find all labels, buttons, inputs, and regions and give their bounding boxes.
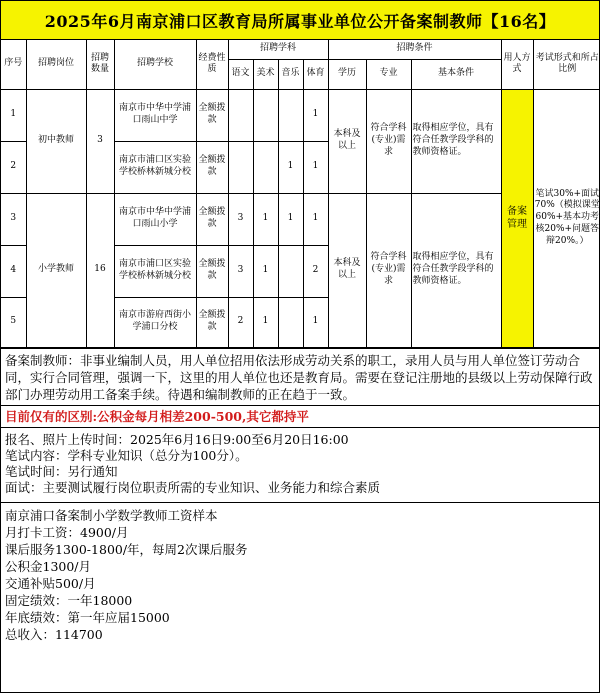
table-cell-chinese (228, 89, 253, 141)
table-cell-funding: 全额拨款 (196, 297, 228, 347)
header-seq: 序号 (1, 40, 26, 89)
table-cell-pe: 1 (303, 297, 328, 347)
header-conditions: 招聘条件 (328, 40, 501, 59)
table-cell-position: 小学教师 (26, 193, 86, 347)
table-cell-major: 符合学科(专业)需求 (366, 89, 411, 193)
table-cell-basic: 取得相应学位，具有符合任教学段学科的教师资格证。 (411, 193, 501, 347)
table-cell-chinese: 3 (228, 193, 253, 245)
table-cell-school: 南京市浦口区实验学校桥林新城分校 (114, 141, 196, 193)
table-cell-art: 1 (253, 297, 278, 347)
table-cell-art (253, 141, 278, 193)
fixed-performance: 固定绩效：一年18000 (5, 592, 133, 608)
table-cell-major: 符合学科(专业)需求 (366, 193, 411, 347)
difference-note: 目前仅有的区别:公积金每月相差200-500,其它都持平 (1, 405, 599, 427)
table-cell-basic: 取得相应学位，具有符合任教学段学科的教师资格证。 (411, 89, 501, 193)
backup-teacher-note: 备案制教师：非事业编制人员，用人单位招用依法形成劳动关系的职工，录用人员与用人单位签订劳动合同，实行合同管理，强调一下，这里的用人单位也还是教育局。需要在登记注册地的县级以上劳动保障行政部门办理劳动用工备案手续。待遇和编制教师的正在趋于一致。 (1, 348, 599, 405)
transport-allowance: 交通补贴500/月 (5, 575, 96, 591)
table-cell-count: 3 (86, 89, 114, 193)
table-cell-art: 1 (253, 245, 278, 297)
table-cell-pe: 2 (303, 245, 328, 297)
header-exam: 考试形式和所占比例 (533, 40, 600, 89)
header-music: 音乐 (278, 59, 303, 89)
table-cell-music: 1 (278, 141, 303, 193)
table-cell-seq: 3 (1, 193, 26, 245)
header-art: 美术 (253, 59, 278, 89)
table-cell-music (278, 297, 303, 347)
header-major: 专业 (366, 59, 411, 89)
table-cell-chinese: 3 (228, 245, 253, 297)
year-end-performance: 年底绩效：第一年应届15000 (5, 609, 170, 625)
table-cell-employment: 备案管理 (501, 89, 533, 347)
table-cell-seq: 4 (1, 245, 26, 297)
table-cell-school: 南京市中华中学浦口雨山小学 (114, 193, 196, 245)
table-cell-music: 1 (278, 193, 303, 245)
header-basic: 基本条件 (411, 59, 501, 89)
table-cell-education: 本科及以上 (328, 193, 366, 347)
header-chinese: 语文 (228, 59, 253, 89)
header-school: 招聘学校 (114, 40, 196, 89)
table-cell-seq: 2 (1, 141, 26, 193)
table-cell-pe: 1 (303, 193, 328, 245)
table-cell-music (278, 245, 303, 297)
recruitment-table (1, 40, 600, 348)
header-position: 招聘岗位 (26, 40, 86, 89)
exam-info (1, 427, 599, 502)
housing-fund: 公积金1300/月 (5, 558, 92, 574)
table-cell-school: 南京市浦口区实验学校桥林新城分校 (114, 245, 196, 297)
table-cell-school: 南京市游府西街小学浦口分校 (114, 297, 196, 347)
table-cell-art: 1 (253, 193, 278, 245)
table-cell-funding: 全额拨款 (196, 245, 228, 297)
page-title: 2025年6月南京浦口区教育局所属事业单位公开备案制教师【16名】 (1, 1, 599, 40)
table-cell-music (278, 89, 303, 141)
header-pe: 体育 (303, 59, 328, 89)
written-exam-content: 笔试内容：学科专业知识（总分为100分）。 (5, 447, 248, 463)
table-cell-funding: 全额拨款 (196, 193, 228, 245)
interview-info: 面试：主要测试履行岗位职责所需的专业知识、业务能力和综合素质 (5, 479, 381, 495)
table-cell-education: 本科及以上 (328, 89, 366, 193)
table-cell-funding: 全额拨款 (196, 89, 228, 141)
total-income: 总收入：114700 (5, 626, 103, 642)
header-education: 学历 (328, 59, 366, 89)
registration-time: 报名、照片上传时间：2025年6月16日9:00至6月20日16:00 (5, 431, 349, 447)
after-school-service: 课后服务1300-1800/年，每周2次课后服务 (5, 541, 248, 557)
table-cell-chinese (228, 141, 253, 193)
header-count: 招聘数量 (86, 40, 114, 89)
header-subjects: 招聘学科 (228, 40, 328, 59)
table-cell-pe: 1 (303, 89, 328, 141)
written-exam-time: 笔试时间：另行通知 (5, 463, 118, 479)
table-cell-chinese: 2 (228, 297, 253, 347)
header-funding: 经费性质 (196, 40, 228, 89)
salary-sample (1, 502, 599, 643)
table-cell-seq: 5 (1, 297, 26, 347)
table-cell-funding: 全额拨款 (196, 141, 228, 193)
table-cell-exam: 笔试30%+面试70%（模拟课堂60%+基本功考核20%+问题答辩20%。） (533, 89, 600, 347)
salary-title: 南京浦口备案制小学数学教师工资样本 (5, 507, 218, 523)
table-cell-seq: 1 (1, 89, 26, 141)
table-cell-position: 初中教师 (26, 89, 86, 193)
table-cell-pe: 1 (303, 141, 328, 193)
header-employment: 用人方式 (501, 40, 533, 89)
monthly-salary: 月打卡工资：4900/月 (5, 524, 129, 540)
table-cell-count: 16 (86, 193, 114, 347)
table-cell-school: 南京市中华中学浦口雨山中学 (114, 89, 196, 141)
table-cell-art (253, 89, 278, 141)
